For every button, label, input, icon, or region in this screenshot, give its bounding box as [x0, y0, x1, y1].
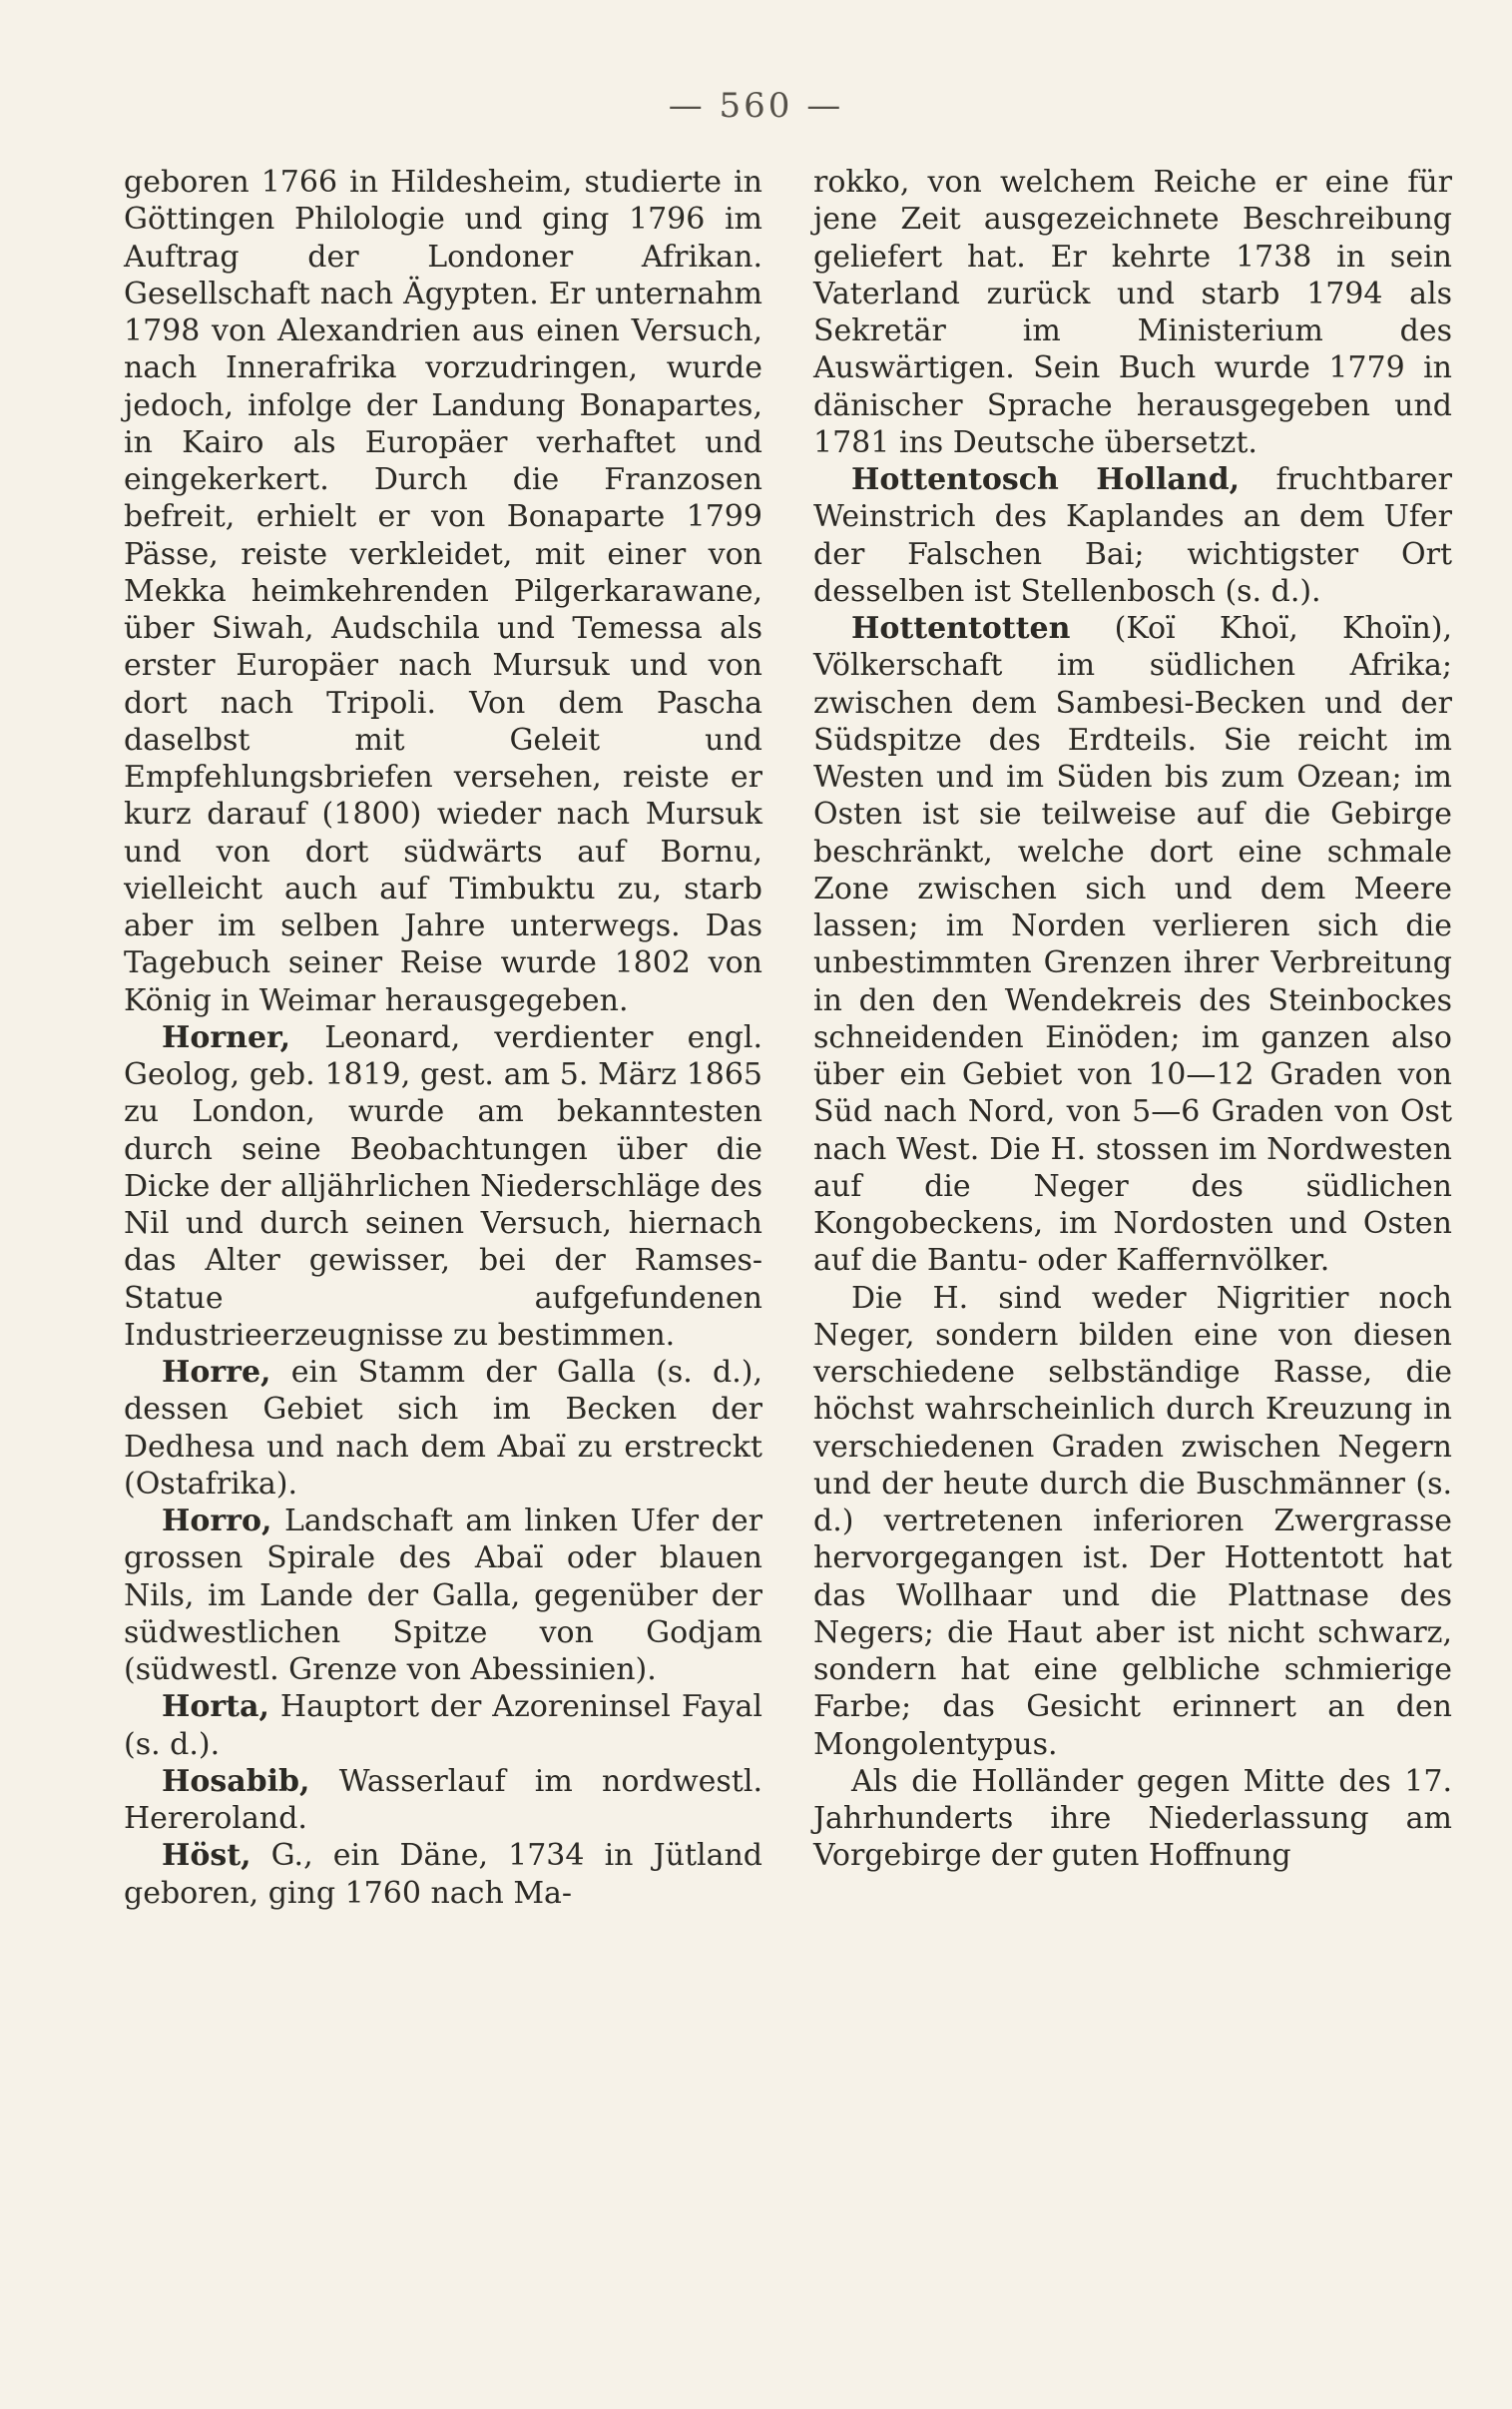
entry-headword: Horta, [162, 1689, 269, 1725]
entry-hoest [124, 1837, 762, 1912]
entry-continuation [124, 164, 762, 1019]
entry-horro [124, 1503, 762, 1688]
entry-text: Landschaft am linken Ufer der grossen Spirale des Abaï oder blauen Nils, im Lande der Galla, gegenüber der südwestlichen Spitze von Godjam (südwestl. Grenze von Abessinien). [124, 1504, 762, 1687]
entry-continuation [813, 164, 1452, 461]
entry-text: geboren 1766 in Hildesheim, studierte in Göttingen Philologie und ging 1796 im Auftrag der Londoner Afrikan. Gesellschaft nach Ägypten. Er unternahm 1798 von Alexandrien aus einen Versuch, nach Innerafrika vorzudringen, wurde jedoch, infolge der Landung Bonapartes, in Kairo als Europäer verhaftet und eingekerkert. Durch die Franzosen befreit, erhielt er von Bonaparte 1799 Pässe, reiste verkleidet, mit einer von Mekka heimkehrenden Pilgerkarawane, über Siwah, Audschila und Temessa als erster Europäer nach Mursuk und von dort nach Tripoli. Von dem Pascha daselbst mit Geleit und Empfehlungsbriefen versehen, reiste er kurz darauf (1800) wieder nach Mursuk und von dort südwärts auf Bornu, vielleicht auch auf Timbuktu zu, starb aber im selben Jahre unterwegs. Das Tagebuch seiner Reise wurde 1802 von König in Weimar herausgegeben. [124, 165, 762, 1018]
paragraph [813, 1280, 1452, 1763]
entry-headword: Hottentosch Holland, [851, 462, 1241, 497]
entry-headword: Horner, [162, 1019, 291, 1055]
entry-hosabib [124, 1763, 762, 1838]
entry-horre [124, 1354, 762, 1503]
entry-text: Hauptort der Azoreninsel Fayal (s. d.). [124, 1689, 762, 1762]
entry-text: ein Stamm der Galla (s. d.), dessen Gebiet sich im Becken der Dedhesa und nach dem Abaï zu erstreckt (Ostafrika). [124, 1355, 762, 1502]
right-column [813, 164, 1452, 1875]
paragraph [813, 1763, 1452, 1875]
entry-headword: Horre, [162, 1355, 271, 1390]
entry-horner [124, 1019, 762, 1354]
entry-text: Die H. sind weder Nigritier noch Neger, sondern bilden eine von diesen verschiedene selbständige Rasse, die höchst wahrscheinlich durch Kreuzung in verschiedenen Graden zwischen Negern und der heute durch die Buschmänner (s. d.) vertretenen inferioren Zwergrasse hervorgegangen ist. Der Hottentott hat das Wollhaar und die Plattnase des Negers; die Haut aber ist nicht schwarz, sondern hat eine gelbliche schmierige Farbe; das Gesicht erinnert an den Mongolentypus. [813, 1280, 1452, 1762]
entry-text: Als die Holländer gegen Mitte des 17. Jahrhunderts ihre Niederlassung am Vorgebirge der guten Hoffnung [813, 1763, 1452, 1874]
entry-text: fruchtbarer Weinstrich des Kaplandes an dem Ufer der Falschen Bai; wichtigster Ort desselben ist Stellenbosch (s. d.). [813, 462, 1452, 609]
entry-headword: Hottentotten [851, 611, 1071, 646]
entry-headword: Höst, [162, 1838, 252, 1874]
entry-text: Leonard, verdienter engl. Geolog, geb. 1819, gest. am 5. März 1865 zu London, wurde am bekanntesten durch seine Beobachtungen über die Dicke der alljährlichen Niederschläge des Nil und durch seinen Versuch, hiernach das Alter gewisser, bei der Ramses-Statue aufgefundenen Industrieerzeugnisse zu bestimmen. [124, 1019, 762, 1353]
page-number: — 560 — [668, 86, 844, 126]
entry-text: Wasserlauf im nordwestl. Hereroland. [124, 1763, 762, 1836]
entry-text: (Koï Khoï, Khoïn), Völkerschaft im südlichen Afrika; zwischen dem Sambesi-Becken und der Südspitze des Erdteils. Sie reicht im Westen und im Süden bis zum Ozean; im Osten ist sie teilweise auf die Gebirge beschränkt, welche dort eine schmale Zone zwischen sich und dem Meere lassen; im Norden verlieren sich die unbestimmten Grenzen ihrer Verbreitung in den den Wendekreis des Steinbockes schneidenden Einöden; im ganzen also über ein Gebiet von 10—12 Graden von Süd nach Nord, von 5—6 Graden von Ost nach West. Die H. stossen im Nordwesten auf die Neger des südlichen Kongobeckens, im Nordosten und Osten auf die Bantu- oder Kaffernvölker. [813, 611, 1452, 1279]
left-column [124, 164, 762, 1912]
entry-hottentotten [813, 610, 1452, 1280]
entry-text: G., ein Däne, 1734 in Jütland geboren, ging 1760 nach Ma- [124, 1838, 762, 1911]
entry-headword: Horro, [162, 1504, 272, 1538]
entry-headword: Hosabib, [162, 1763, 310, 1799]
entry-horta [124, 1688, 762, 1763]
entry-text: rokko, von welchem Reiche er eine für jene Zeit ausgezeichnete Beschreibung geliefert hat. Er kehrte 1738 in sein Vaterland zurück und starb 1794 als Sekretär im Ministerium des Auswärtigen. Sein Buch wurde 1779 in dänischer Sprache herausgegeben und 1781 ins Deutsche übersetzt. [813, 165, 1452, 460]
entry-hottentosch-holland [813, 461, 1452, 610]
